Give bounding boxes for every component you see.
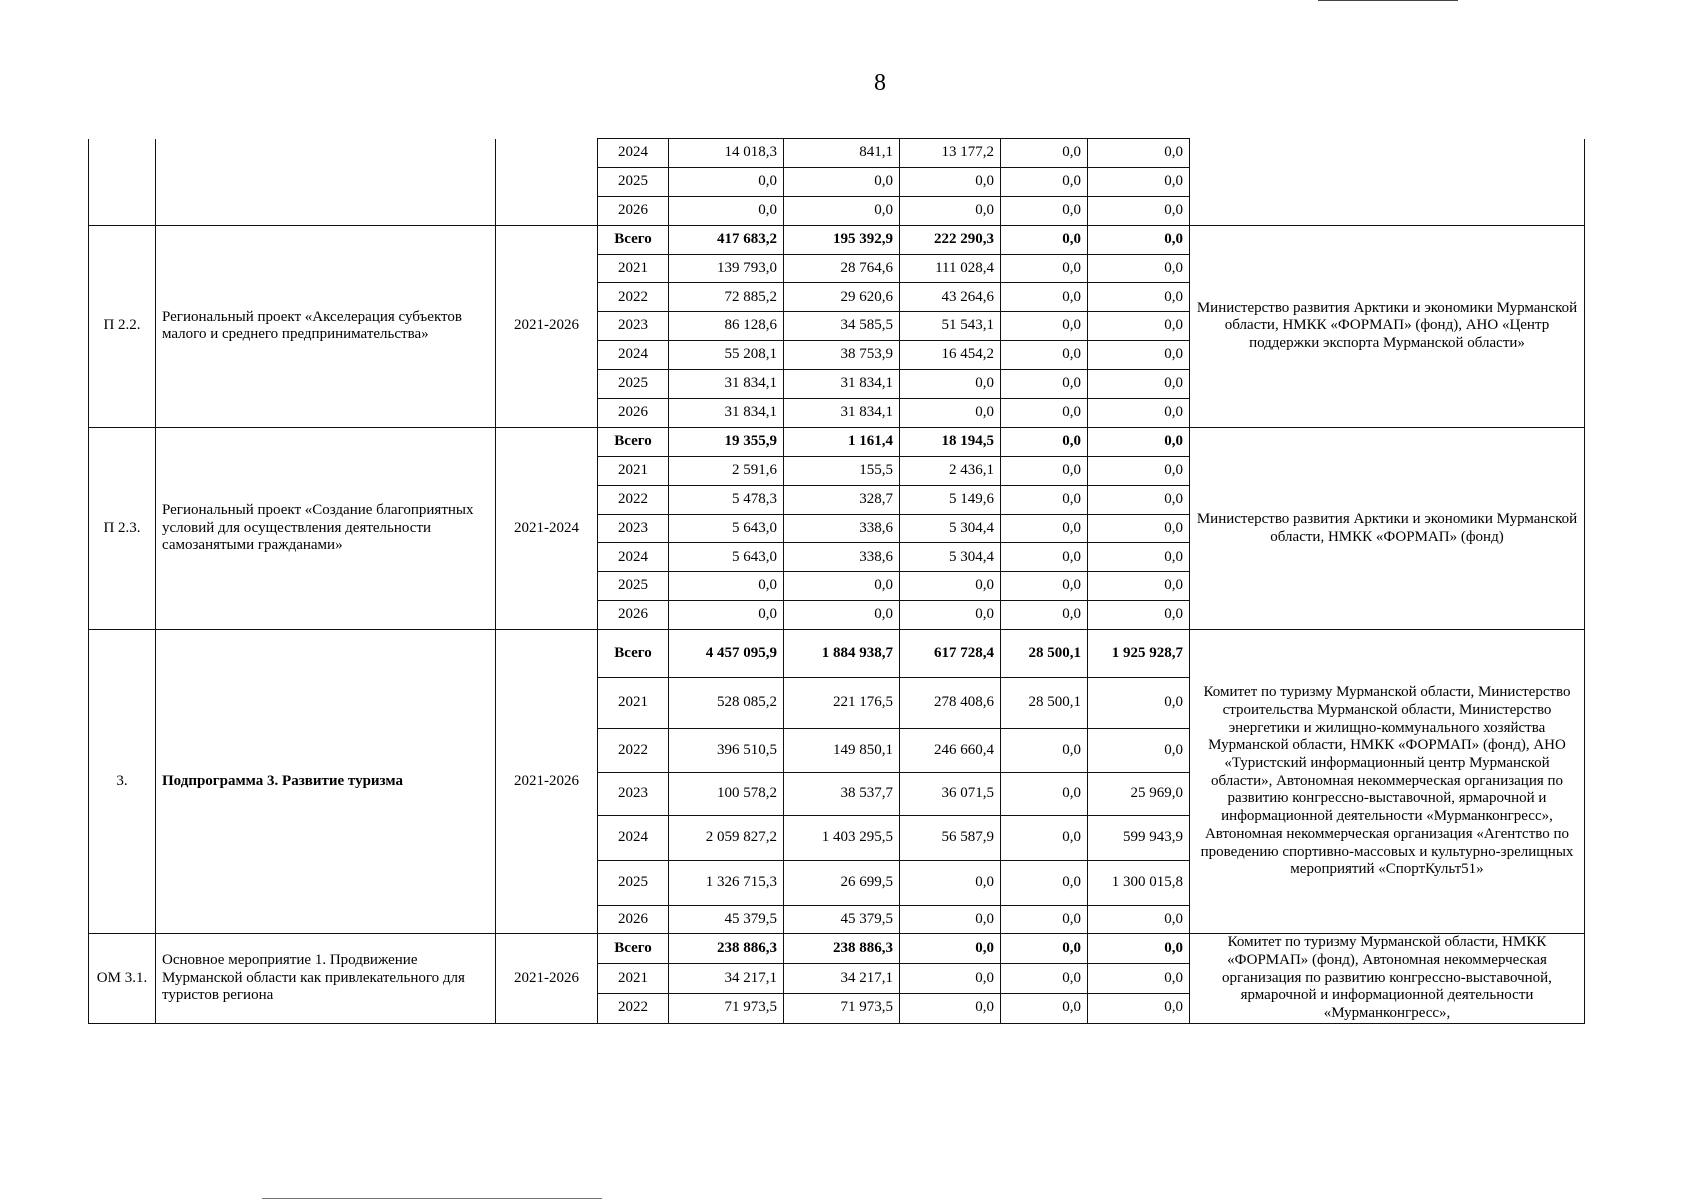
amount-cell: 71 973,5	[669, 993, 784, 1023]
amount-cell: 0,0	[784, 572, 900, 601]
amount-cell: 0,0	[1001, 341, 1088, 370]
amount-cell: 0,0	[784, 601, 900, 630]
amount-cell: 0,0	[1001, 514, 1088, 543]
amount-cell: 221 176,5	[784, 678, 900, 729]
amount-cell: 0,0	[1001, 485, 1088, 514]
item-executor: Комитет по туризму Мурманской области, Министерство строительства Мурманской области, Министерство энергетики и жилищно-коммунального хозяйства Мурманской области, НМКК «ФОРМАП» (фонд), АНО «Туристский информационный центр Мурманской области», Автономная некоммерческая организация по развитию конгрессно-выставочной, ярмарочной и информационной деятельности «Мурманконгресс», Автономная некоммерческая организация «Агентство по проведению спортивно-массовых и культурно-зрелищных мероприятий «СпортКульт51»	[1190, 630, 1585, 934]
amount-cell: 51 543,1	[900, 312, 1001, 341]
scan-artifact-line	[262, 1198, 602, 1199]
amount-cell: 0,0	[1001, 254, 1088, 283]
year-cell: 2026	[598, 906, 669, 934]
amount-cell: 0,0	[900, 572, 1001, 601]
amount-cell: 111 028,4	[900, 254, 1001, 283]
amount-cell: 417 683,2	[669, 225, 784, 254]
amount-cell: 0,0	[1001, 225, 1088, 254]
name-cell	[156, 139, 496, 226]
amount-cell: 841,1	[784, 139, 900, 168]
amount-cell: 45 379,5	[784, 906, 900, 934]
amount-cell: 36 071,5	[900, 773, 1001, 816]
amount-cell: 1 300 015,8	[1088, 861, 1190, 906]
amount-cell: 1 884 938,7	[784, 630, 900, 678]
amount-cell: 38 537,7	[784, 773, 900, 816]
year-cell: 2024	[598, 341, 669, 370]
amount-cell: 0,0	[1001, 934, 1088, 964]
amount-cell: 0,0	[1001, 196, 1088, 225]
amount-cell: 0,0	[1001, 312, 1088, 341]
amount-cell: 0,0	[900, 601, 1001, 630]
year-cell: 2021	[598, 678, 669, 729]
amount-cell: 0,0	[1088, 678, 1190, 729]
amount-cell: 31 834,1	[669, 399, 784, 428]
amount-cell: 38 753,9	[784, 341, 900, 370]
amount-cell: 0,0	[669, 572, 784, 601]
item-period: 2021-2026	[496, 225, 598, 427]
table-row	[89, 225, 1585, 254]
code-cell	[89, 139, 156, 226]
year-cell: 2022	[598, 993, 669, 1023]
amount-cell: 0,0	[1088, 341, 1190, 370]
year-cell: 2021	[598, 254, 669, 283]
amount-cell: 0,0	[1088, 196, 1190, 225]
amount-cell: 34 585,5	[784, 312, 900, 341]
amount-cell: 0,0	[1088, 514, 1190, 543]
amount-cell: 14 018,3	[669, 139, 784, 168]
amount-cell: 0,0	[900, 370, 1001, 399]
table-row	[89, 139, 1585, 168]
amount-cell: 0,0	[1001, 283, 1088, 312]
amount-cell: 0,0	[900, 196, 1001, 225]
item-period: 2021-2026	[496, 934, 598, 1023]
year-cell: 2023	[598, 312, 669, 341]
amount-cell: 5 478,3	[669, 485, 784, 514]
amount-cell: 246 660,4	[900, 729, 1001, 773]
item-name: Подпрограмма 3. Развитие туризма	[156, 630, 496, 934]
item-code: 3.	[89, 630, 156, 934]
amount-cell: 328,7	[784, 485, 900, 514]
amount-cell: 0,0	[1001, 399, 1088, 428]
year-cell: Всего	[598, 427, 669, 456]
amount-cell: 0,0	[1088, 312, 1190, 341]
amount-cell: 195 392,9	[784, 225, 900, 254]
amount-cell: 4 457 095,9	[669, 630, 784, 678]
year-cell: 2022	[598, 283, 669, 312]
amount-cell: 5 149,6	[900, 485, 1001, 514]
year-cell: 2024	[598, 816, 669, 861]
period-cell	[496, 139, 598, 226]
amount-cell: 0,0	[1088, 729, 1190, 773]
amount-cell: 31 834,1	[784, 399, 900, 428]
year-cell: Всего	[598, 630, 669, 678]
amount-cell: 0,0	[900, 399, 1001, 428]
item-period: 2021-2026	[496, 630, 598, 934]
amount-cell: 238 886,3	[669, 934, 784, 964]
amount-cell: 31 834,1	[669, 370, 784, 399]
year-cell: 2025	[598, 370, 669, 399]
amount-cell: 0,0	[1088, 572, 1190, 601]
amount-cell: 0,0	[669, 601, 784, 630]
amount-cell: 0,0	[1088, 906, 1190, 934]
table-row	[89, 427, 1585, 456]
amount-cell: 396 510,5	[669, 729, 784, 773]
year-cell: 2022	[598, 485, 669, 514]
amount-cell: 16 454,2	[900, 341, 1001, 370]
scan-artifact-line	[1318, 0, 1458, 1]
year-cell: 2026	[598, 196, 669, 225]
amount-cell: 0,0	[900, 993, 1001, 1023]
amount-cell: 0,0	[900, 167, 1001, 196]
year-cell: 2021	[598, 456, 669, 485]
amount-cell: 0,0	[669, 196, 784, 225]
amount-cell: 0,0	[1088, 399, 1190, 428]
year-cell: 2026	[598, 601, 669, 630]
item-executor: Комитет по туризму Мурманской области, НМКК «ФОРМАП» (фонд), Автономная некоммерческая организация по развитию конгрессно-выставочной, ярмарочной и информационной деятельности «Мурманконгресс»,	[1190, 934, 1585, 1023]
year-cell: 2021	[598, 963, 669, 993]
amount-cell: 34 217,1	[784, 963, 900, 993]
amount-cell: 0,0	[1001, 816, 1088, 861]
amount-cell: 5 643,0	[669, 514, 784, 543]
year-cell: 2023	[598, 514, 669, 543]
amount-cell: 2 591,6	[669, 456, 784, 485]
amount-cell: 72 885,2	[669, 283, 784, 312]
amount-cell: 617 728,4	[900, 630, 1001, 678]
amount-cell: 139 793,0	[669, 254, 784, 283]
amount-cell: 1 403 295,5	[784, 816, 900, 861]
item-period: 2021-2024	[496, 427, 598, 629]
year-cell: Всего	[598, 225, 669, 254]
table-row	[89, 934, 1585, 964]
amount-cell: 0,0	[1001, 993, 1088, 1023]
amount-cell: 222 290,3	[900, 225, 1001, 254]
amount-cell: 0,0	[1088, 167, 1190, 196]
amount-cell: 0,0	[784, 167, 900, 196]
amount-cell: 55 208,1	[669, 341, 784, 370]
amount-cell: 25 969,0	[1088, 773, 1190, 816]
amount-cell: 2 059 827,2	[669, 816, 784, 861]
executor-cell	[1190, 139, 1585, 226]
amount-cell: 0,0	[1001, 773, 1088, 816]
item-name: Региональный проект «Акселерация субъектов малого и среднего предпринимательства»	[156, 225, 496, 427]
amount-cell: 71 973,5	[784, 993, 900, 1023]
year-cell: 2025	[598, 861, 669, 906]
amount-cell: 1 925 928,7	[1088, 630, 1190, 678]
amount-cell: 43 264,6	[900, 283, 1001, 312]
amount-cell: 338,6	[784, 543, 900, 572]
amount-cell: 1 326 715,3	[669, 861, 784, 906]
year-cell: 2026	[598, 399, 669, 428]
amount-cell: 45 379,5	[669, 906, 784, 934]
amount-cell: 0,0	[900, 963, 1001, 993]
item-code: ОМ 3.1.	[89, 934, 156, 1023]
amount-cell: 0,0	[1001, 906, 1088, 934]
amount-cell: 0,0	[1001, 139, 1088, 168]
amount-cell: 0,0	[1001, 427, 1088, 456]
amount-cell: 5 304,4	[900, 514, 1001, 543]
item-code: П 2.2.	[89, 225, 156, 427]
amount-cell: 0,0	[900, 906, 1001, 934]
amount-cell: 528 085,2	[669, 678, 784, 729]
amount-cell: 0,0	[1088, 934, 1190, 964]
amount-cell: 2 436,1	[900, 456, 1001, 485]
amount-cell: 0,0	[1001, 456, 1088, 485]
amount-cell: 1 161,4	[784, 427, 900, 456]
year-cell: 2025	[598, 572, 669, 601]
amount-cell: 0,0	[1001, 572, 1088, 601]
amount-cell: 238 886,3	[784, 934, 900, 964]
amount-cell: 0,0	[1001, 370, 1088, 399]
year-cell: 2024	[598, 139, 669, 168]
amount-cell: 338,6	[784, 514, 900, 543]
year-cell: 2022	[598, 729, 669, 773]
amount-cell: 34 217,1	[669, 963, 784, 993]
amount-cell: 13 177,2	[900, 139, 1001, 168]
item-executor: Министерство развития Арктики и экономики Мурманской области, НМКК «ФОРМАП» (фонд)	[1190, 427, 1585, 629]
amount-cell: 28 500,1	[1001, 630, 1088, 678]
amount-cell: 0,0	[1088, 370, 1190, 399]
amount-cell: 0,0	[1088, 601, 1190, 630]
item-name: Региональный проект «Создание благоприятных условий для осуществления деятельности самозанятыми гражданами»	[156, 427, 496, 629]
amount-cell: 28 764,6	[784, 254, 900, 283]
amount-cell: 5 643,0	[669, 543, 784, 572]
amount-cell: 28 500,1	[1001, 678, 1088, 729]
budget-table	[88, 138, 1585, 1024]
amount-cell: 29 620,6	[784, 283, 900, 312]
amount-cell: 0,0	[1088, 427, 1190, 456]
item-code: П 2.3.	[89, 427, 156, 629]
amount-cell: 0,0	[1001, 963, 1088, 993]
amount-cell: 0,0	[1001, 861, 1088, 906]
amount-cell: 0,0	[1088, 993, 1190, 1023]
amount-cell: 0,0	[1088, 485, 1190, 514]
year-cell: 2023	[598, 773, 669, 816]
budget-table-body	[89, 139, 1585, 1024]
amount-cell: 19 355,9	[669, 427, 784, 456]
amount-cell: 0,0	[1088, 139, 1190, 168]
amount-cell: 278 408,6	[900, 678, 1001, 729]
amount-cell: 0,0	[784, 196, 900, 225]
item-name: Основное мероприятие 1. Продвижение Мурманской области как привлекательного для туристов региона	[156, 934, 496, 1023]
amount-cell: 0,0	[1088, 283, 1190, 312]
amount-cell: 86 128,6	[669, 312, 784, 341]
amount-cell: 0,0	[1088, 456, 1190, 485]
amount-cell: 0,0	[1001, 729, 1088, 773]
amount-cell: 0,0	[1088, 225, 1190, 254]
amount-cell: 155,5	[784, 456, 900, 485]
table-row	[89, 630, 1585, 678]
amount-cell: 0,0	[900, 934, 1001, 964]
amount-cell: 56 587,9	[900, 816, 1001, 861]
amount-cell: 0,0	[669, 167, 784, 196]
amount-cell: 0,0	[1088, 963, 1190, 993]
amount-cell: 0,0	[900, 861, 1001, 906]
year-cell: 2025	[598, 167, 669, 196]
item-executor: Министерство развития Арктики и экономики Мурманской области, НМКК «ФОРМАП» (фонд), АНО «Центр поддержки экспорта Мурманской области»	[1190, 225, 1585, 427]
year-cell: Всего	[598, 934, 669, 964]
amount-cell: 599 943,9	[1088, 816, 1190, 861]
page-number: 8	[874, 70, 886, 96]
amount-cell: 26 699,5	[784, 861, 900, 906]
year-cell: 2024	[598, 543, 669, 572]
amount-cell: 0,0	[1088, 543, 1190, 572]
amount-cell: 100 578,2	[669, 773, 784, 816]
amount-cell: 31 834,1	[784, 370, 900, 399]
amount-cell: 0,0	[1088, 254, 1190, 283]
amount-cell: 0,0	[1001, 167, 1088, 196]
amount-cell: 149 850,1	[784, 729, 900, 773]
amount-cell: 18 194,5	[900, 427, 1001, 456]
amount-cell: 5 304,4	[900, 543, 1001, 572]
amount-cell: 0,0	[1001, 543, 1088, 572]
amount-cell: 0,0	[1001, 601, 1088, 630]
